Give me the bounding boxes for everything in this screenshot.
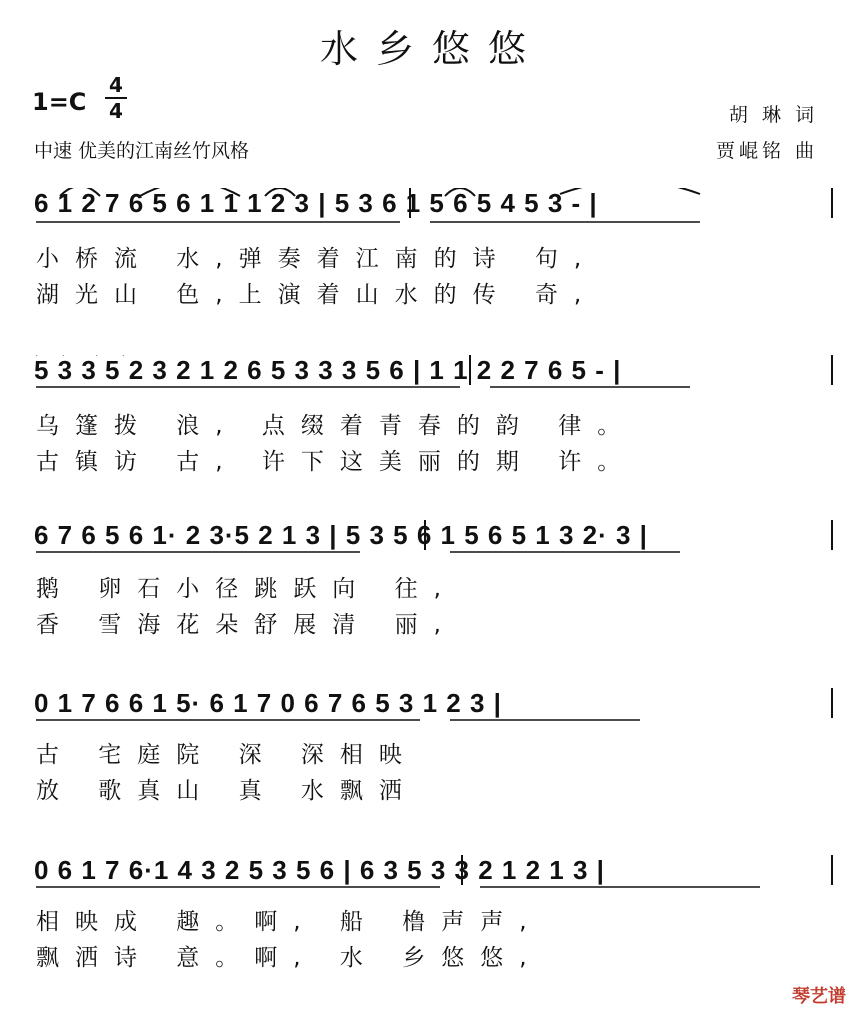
row-5-notes: 0 6 1 7 6·1 4 3 2 5 3 5 6 | 6 3 5 3 3 2 1 2 1 3 | bbox=[34, 855, 605, 885]
row-4-lyric-1: 古 宅庭院 深 深相映 bbox=[36, 742, 418, 768]
row-2-notes: 5 3 3 5 2 3 2 1 2 6 5 3 3 3 5 6 | 1 1 2 2 7 6 5 - | bbox=[34, 355, 622, 385]
row-5-lyric-2: 飘洒诗 意。啊, 水 乡悠悠, bbox=[36, 945, 543, 971]
time-signature-bottom: 4 bbox=[109, 99, 123, 123]
music-row-3 bbox=[0, 520, 864, 670]
music-row-5 bbox=[0, 855, 864, 1005]
row-3-lyric-1: 鹅 卵石小径跳跃向 往, bbox=[36, 576, 457, 602]
row-1-lyric-2: 湖光山 色,上演着山水的传 奇, bbox=[36, 282, 598, 308]
row-2-lyric-2: 古镇访 古, 许下这美丽的期 许。 bbox=[36, 449, 637, 475]
row-4-notes: 0 1 7 6 6 1 5· 6 1 7 0 6 7 6 5 3 1 2 3 | bbox=[34, 688, 502, 718]
composer-credit: 贾崐铭 曲 bbox=[715, 140, 818, 162]
row-4-lyric-2: 放 歌真山 真 水飘洒 bbox=[36, 778, 418, 804]
time-signature bbox=[103, 74, 129, 122]
time-signature-top: 4 bbox=[109, 73, 123, 97]
row-3-lyric-2: 香 雪海花朵舒展清 丽, bbox=[36, 612, 457, 638]
music-row-2 bbox=[0, 355, 864, 505]
tempo-marking: 中速 优美的江南丝竹风格 bbox=[34, 140, 250, 162]
row-5-lyric-1: 相映成 趣。啊, 船 橹声声, bbox=[36, 909, 543, 935]
row-2-lyric-1: 乌篷拨 浪, 点缀着青春的韵 律。 bbox=[36, 413, 637, 439]
lyricist-credit: 胡 琳 词 bbox=[728, 104, 818, 126]
watermark-logo: 琴艺谱 bbox=[792, 986, 846, 1007]
row-1-notes: 6 1 2 7 6 5 6 1 1 1 2 3 | 5 3 6 1 5 6 5 4 5 3 - | bbox=[34, 188, 598, 218]
song-title: 水乡悠悠 bbox=[319, 27, 544, 71]
music-row-1 bbox=[0, 188, 864, 338]
row-1-lyric-1: 小桥流 水,弹奏着江南的诗 句, bbox=[36, 246, 598, 272]
music-row-4 bbox=[0, 688, 864, 838]
key-signature: 1=C bbox=[32, 88, 87, 116]
row-3-notes: 6 7 6 5 6 1· 2 3·5 2 1 3 | 5 3 5 6 1 5 6 5 1 3 2· 3 | bbox=[34, 520, 648, 550]
